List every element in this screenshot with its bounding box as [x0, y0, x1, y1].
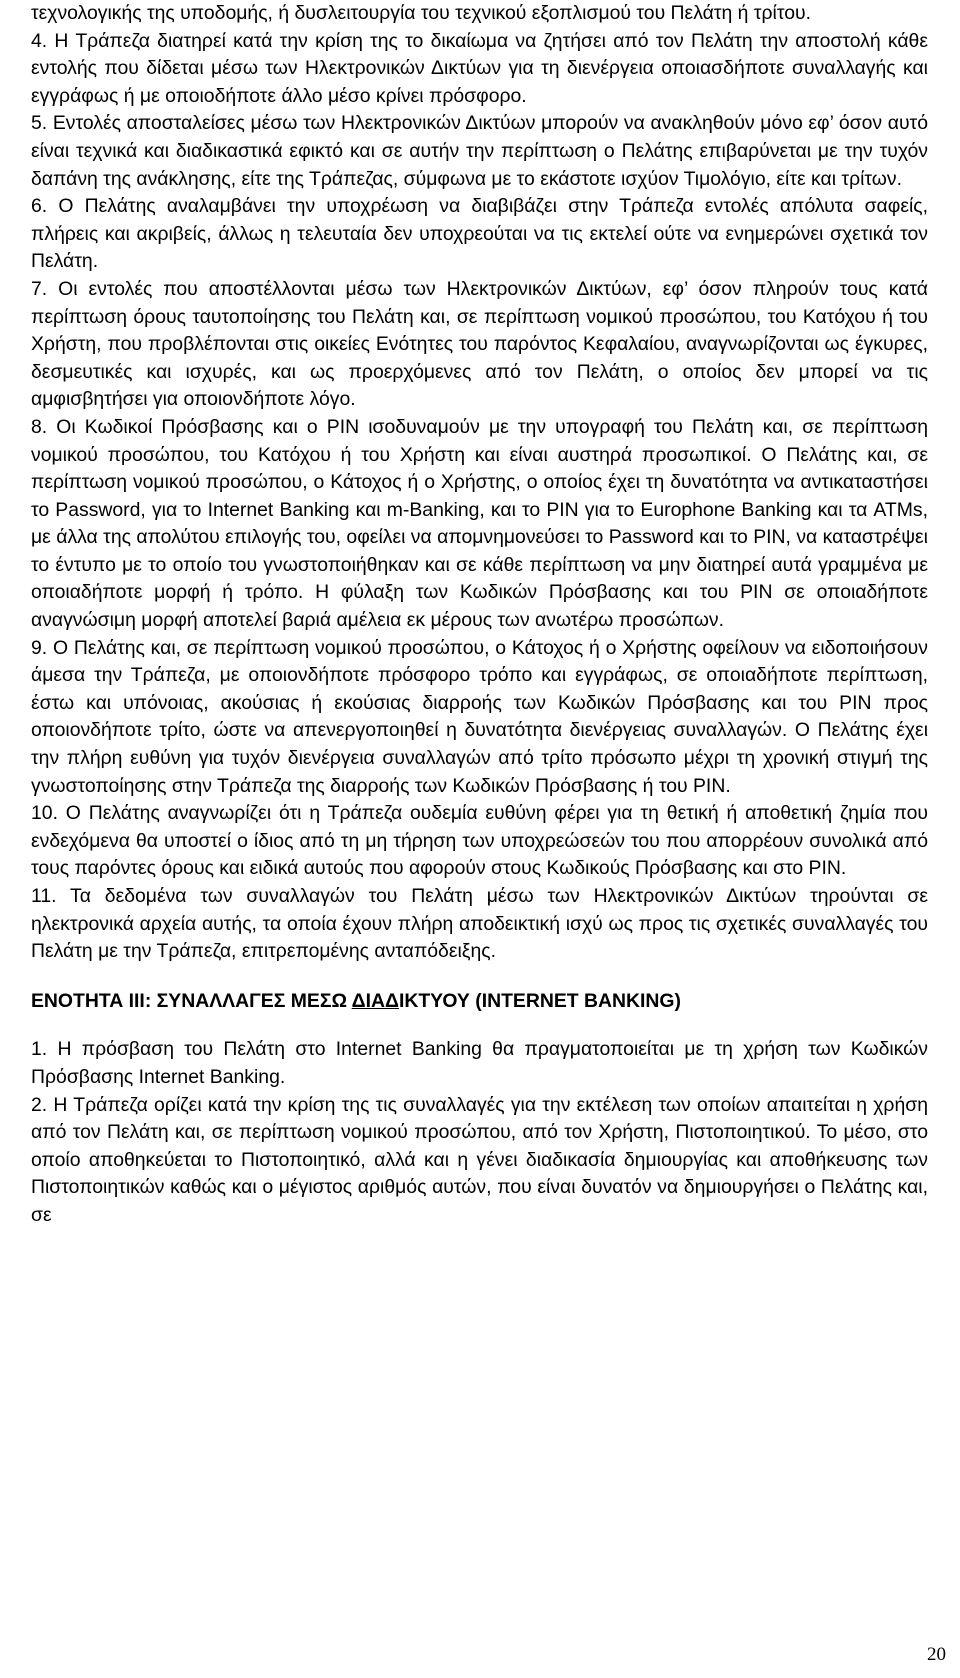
section-paragraph-1: 1. Η πρόσβαση του Πελάτη στο Internet Banking θα πραγματοποιείται με τη χρήση των Κωδικών Πρόσβασης Internet Banking. — [31, 1038, 928, 1088]
paragraph-continuation: τεχνολογικής της υποδομής, ή δυσλειτουργία του τεχνικού εξοπλισμού του Πελάτη ή τρίτου. — [31, 2, 811, 24]
paragraph-item-9: 9. Ο Πελάτης και, σε περίπτωση νομικού προσώπου, ο Κάτοχος ή ο Χρήστης οφείλουν να ειδοποιήσουν άμεσα την Τράπεζα, με οποιονδήποτε πρόσφορο τρόπο και εγγράφως, σε οποιαδήποτε περίπτωση, έστω και υπόνοιας, ακούσιας ή εκούσιας διαρροής των Κωδικών Πρόσβασης και του PIN προς οποιονδήποτε τρίτο, ώστε να απενεργοποιηθεί η δυνατότητα διενέργειας συναλλαγών. Ο Πελάτης έχει την πλήρη ευθύνη για τυχόν διενέργεια συναλλαγών από τρίτο πρόσωπο μέχρι τη χρονική στιγμή της γνωστοποίησης στην Τράπεζα της διαρροής των Κωδικών Πρόσβασης ή του PIN. — [31, 636, 928, 797]
page-number: 20 — [927, 1644, 946, 1665]
document-body — [31, 0, 928, 1230]
section-paragraph-2: 2. Η Τράπεζα ορίζει κατά την κρίση της τις συναλλαγές για την εκτέλεση των οποίων απαιτείται η χρήση από τον Πελάτη και, σε περίπτωση νομικού προσώπου, από τον Χρήστη, Πιστοποιητικού. Το μέσο, στο οποίο αποθηκεύεται το Πιστοποιητικό, αλλά και η γένει διαδικασία δημιουργίας και αποθήκευσης των Πιστοποιητικών καθώς και ο μέγιστος αριθμός αυτών, που είναι δυνατόν να δημιουργήσει ο Πελάτης και, σε — [31, 1093, 928, 1226]
paragraph-item-7: 7. Οι εντολές που αποστέλλονται μέσω των Ηλεκτρονικών Δικτύων, εφ’ όσον πληρούν τους κατά περίπτωση όρους ταυτοποίησης του Πελάτη και, σε περίπτωση νομικού προσώπου, του Κατόχου ή του Χρήστη, που προβλέπονται στις οικείες Ενότητες του παρόντος Κεφαλαίου, αναγνωρίζονται ως έγκυρες, δεσμευτικές και ισχυρές, και ως προερχόμενες από τον Πελάτη, ο οποίος δεν μπορεί να τις αμφισβητήσει για οποιονδήποτε λόγο. — [31, 277, 928, 411]
paragraph-item-10: 10. Ο Πελάτης αναγνωρίζει ότι η Τράπεζα ουδεμία ευθύνη φέρει για τη θετική ή αποθετική ζημία που ενδεχόμενα θα υποστεί ο ίδιος από τη μη τήρηση των υποχρεώσεών του που απορρέουν συνολικά από τους παρόντες όρους και ειδικά αυτούς που αφορούν στους Κωδικούς Πρόσβασης και στο PIN. — [31, 802, 928, 880]
paragraph-item-6: 6. Ο Πελάτης αναλαμβάνει την υποχρέωση να διαβιβάζει στην Τράπεζα εντολές απόλυτα σαφείς, πλήρεις και ακριβείς, άλλως η τελευταία δεν υποχρεούται να τις εκτελεί ούτε να ενημερώνει σχετικά τον Πελάτη. — [31, 195, 928, 273]
paragraph-item-5: 5. Εντολές αποσταλείσες μέσω των Ηλεκτρονικών Δικτύων μπορούν να ανακληθούν μόνο εφ’ όσον αυτό είναι τεχνικά και διαδικαστικά εφικτό και σε αυτήν την περίπτωση ο Πελάτης επιβαρύνεται με την τυχόν δαπάνη της ανάκλησης, είτε της Τράπεζας, σύμφωνα με το εκάστοτε ισχύον Τιμολόγιο, είτε και τρίτων. — [31, 112, 928, 190]
section-heading-prefix: ΕΝΟΤΗΤΑ III: ΣΥΝΑΛΛΑΓΕΣ ΜΕΣΩ — [31, 989, 352, 1012]
section-heading-underlined: ΔΙΑΔ — [351, 989, 399, 1012]
paragraph-item-8: 8. Οι Κωδικοί Πρόσβασης και ο PIN ισοδυναμούν με την υπογραφή του Πελάτη και, σε περίπτωση νομικού προσώπου, του Κατόχου ή του Χρήστη και είναι αυστηρά προσωπικοί. Ο Πελάτης και, σε περίπτωση νομικού προσώπου, ο Κάτοχος ή ο Χρήστης, ο οποίος έχει τη δυνατότητα να αντικαταστήσει το Password, για το Internet Banking και m-Banking, και το PIN για το Europhone Banking και τα ATMs, με άλλα της απολύτου επιλογής του, οφείλει να απομνημονεύσει το Password και το PIN, να καταστρέψει το έντυπο με το οποίο του γνωστοποιήθηκαν και σε κάθε περίπτωση να μην διατηρεί αυτά γραμμένα με οποιαδήποτε μορφή ή τρόπο. Η φύλαξη των Κωδικών Πρόσβασης και του PIN σε οποιαδήποτε αναγνώσιμη μορφή αποτελεί βαριά αμέλεια εκ μέρους των ανωτέρω προσώπων. — [31, 415, 928, 632]
section-heading — [31, 988, 928, 1016]
paragraph-item-11: 11. Τα δεδομένα των συναλλαγών του Πελάτη μέσω των Ηλεκτρονικών Δικτύων τηρούνται σε ηλεκτρονικά αρχεία αυτής, τα οποία έχουν πλήρη αποδεικτική ισχύ ως προς τις σχετικές συναλλαγές του Πελάτη με την Τράπεζα, επιτρεπομένης ανταπόδειξης. — [31, 885, 928, 963]
section-heading-suffix: ΙΚΤΥΟΥ (INTERNET BANKING) — [398, 989, 681, 1012]
paragraph-item-4: 4. Η Τράπεζα διατηρεί κατά την κρίση της το δικαίωμα να ζητήσει από τον Πελάτη την αποστολή κάθε εντολής που δίδεται μέσω των Ηλεκτρονικών Δικτύων για τη διενέργεια οποιασδήποτε συναλλαγής και εγγράφως ή με οποιοδήποτε άλλο μέσο κρίνει πρόσφορο. — [31, 29, 928, 107]
